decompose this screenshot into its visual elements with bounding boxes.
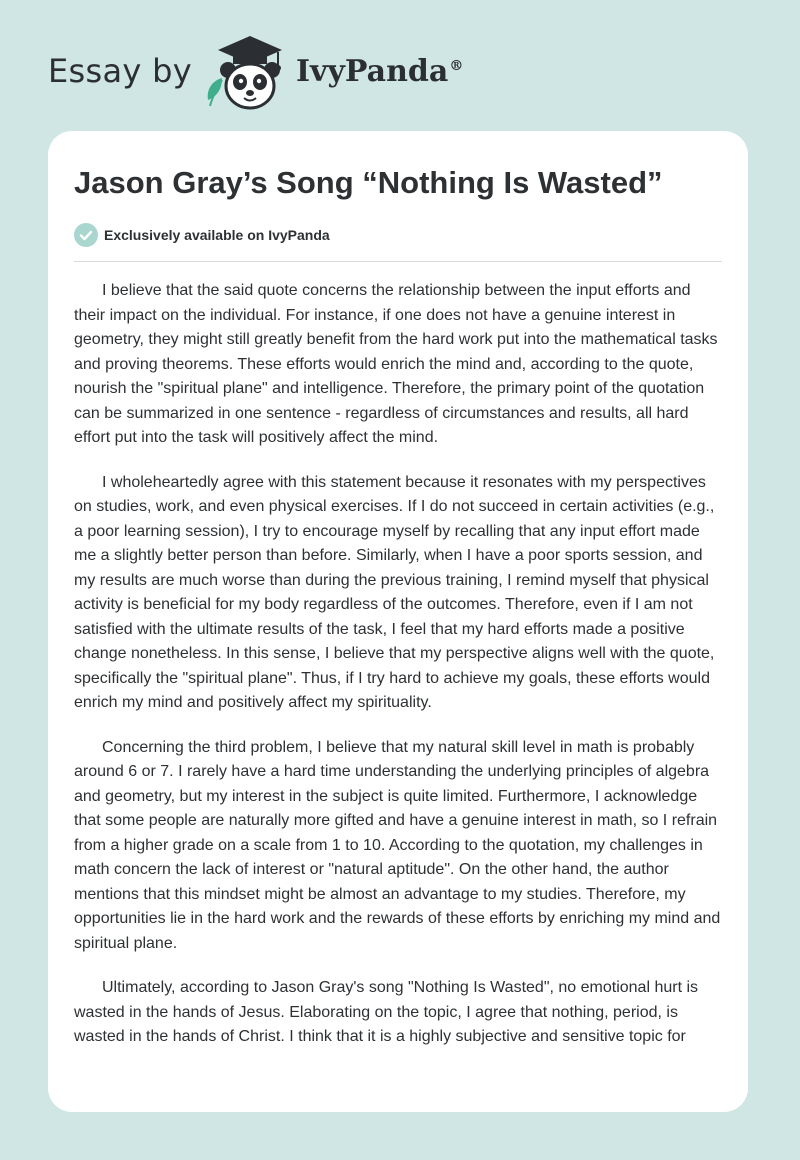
divider xyxy=(74,261,722,262)
essay-body xyxy=(74,279,726,1109)
paragraph: I believe that the said quote concerns the relationship between the input efforts and their impact on the individual. For instance, if one does not have a genuine interest in geometry, they might still greatly benefit from the hard work put into the mathematical tasks and proving theorems. These efforts would enrich the mind and, according to the quote, nourish the "spiritual plane" and intelligence. Therefore, the primary point of the quotation can be summarized in one sentence - regardless of circumstances and results, all hard effort put into the task will positively affect the mind. xyxy=(74,282,718,446)
site-header xyxy=(48,30,548,114)
exclusive-label: Exclusively available on IvyPanda xyxy=(104,227,330,243)
brand-prefix: Essay by xyxy=(48,52,192,90)
paragraph: Ultimately, according to Jason Gray's song "Nothing Is Wasted", no emotional hurt is wasted in the hands of Jesus. Elaborating on the topic, I agree that nothing, period, is wasted in the hands of Christ. I think that it is a highly subjective and sensitive topic for xyxy=(74,979,699,1045)
panda-graduate-logo-icon[interactable] xyxy=(200,30,288,114)
page-title: Jason Gray’s Song “Nothing Is Wasted” xyxy=(74,165,663,200)
check-circle-icon xyxy=(74,223,98,247)
essay-card xyxy=(48,131,748,1112)
brand-name[interactable]: IvyPanda® xyxy=(296,54,464,89)
paragraph: Concerning the third problem, I believe that my natural skill level in math is probably around 6 or 7. I rarely have a hard time understanding the underlying principles of algebra and geometry, but my interest in the subject is quite limited. Furthermore, I acknowledge that some people are naturally more gifted and have a genuine interest in math, so I refrain from a higher grade on a scale from 1 to 10. According to the quotation, my challenges in math concern the lack of interest or "natural aptitude". On the other hand, the author mentions that this mindset might be almost an advantage to my studies. Therefore, my opportunities lie in the hard work and the rewards of these efforts by enriching my mind and spiritual plane. xyxy=(74,738,721,952)
paragraph: I wholeheartedly agree with this statement because it resonates with my perspectives on studies, work, and even physical exercises. If I do not succeed in certain activities (e.g., a poor learning session), I try to encourage myself by recalling that any input effort made me a slightly better person than before. Similarly, when I have a poor sports session, and my results are much worse than during the previous training, I remind myself that physical activity is beneficial for my body regardless of the outcomes. Therefore, even if I am not satisfied with the ultimate results of the task, I feel that my hard efforts made a positive change nonetheless. In this sense, I believe that my perspective aligns well with the quote, specifically the "spiritual plane". Thus, if I try hard to achieve my goals, these efforts would enrich my mind and positively affect my spirituality. xyxy=(74,473,715,711)
exclusive-badge xyxy=(74,223,330,247)
brand-registered-mark: ® xyxy=(449,58,464,74)
